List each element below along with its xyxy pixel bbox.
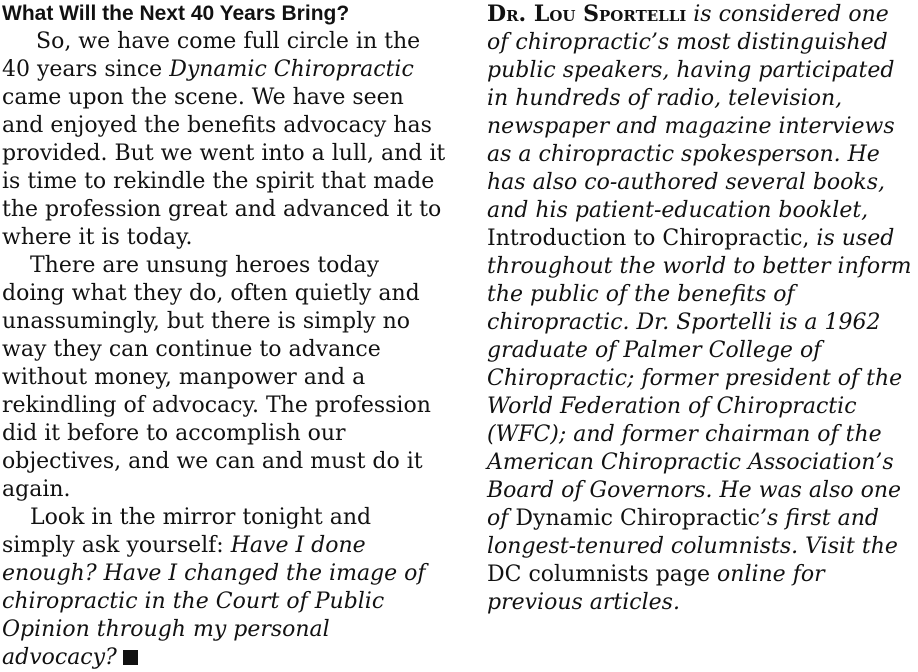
- article-left-column: [2, 0, 447, 672]
- bio-text-1: is considered one of chiropractic’s most distinguished public speakers, having participated in hundreds of radio, television, newspaper and magazine interviews as a chiropractic spokesperson. He has also co-authored several books, and his patient-education booklet,: [487, 2, 895, 223]
- paragraph-3-text-a: Look in the mirror tonight and simply ask yourself:: [2, 505, 372, 558]
- bio-text-3: ’s first and longest-tenured columnists. Visit the: [487, 506, 898, 559]
- booklet-title: Introduction to Chiropractic,: [487, 226, 810, 251]
- bio-text-4: online for previous articles.: [487, 562, 825, 615]
- columnists-page-reference: DC columnists page: [487, 562, 711, 587]
- author-name: Dr. Lou Sportelli: [487, 1, 687, 27]
- paragraph-3-question: Have I done enough? Have I changed the image of chiropractic in the Court of Public Opinion through my personal advocacy?: [2, 533, 426, 670]
- paragraph-3: [2, 504, 447, 672]
- author-bio: [487, 0, 917, 617]
- paragraph-2: There are unsung heroes today doing what they do, often quietly and unassumingly, but there is simply no way they can continue to advance without money, manpower and a rekindling of advocacy. The profession did it before to accomplish our objectives, and we can and must do it again.: [2, 253, 431, 502]
- end-of-article-mark: [123, 650, 138, 665]
- section-headline: What Will the Next 40 Years Bring?: [2, 2, 350, 25]
- author-bio-column: [487, 0, 917, 617]
- publication-name: Dynamic Chiropractic: [169, 57, 414, 82]
- paragraph-1-text-a: So, we have come full circle in the 40 years since: [2, 29, 421, 82]
- publication-title: Dynamic Chiropractic: [515, 506, 760, 531]
- bio-text-2: is used throughout the world to better inform the public of the benefits of chiropractic. Dr. Sportelli is a 1962 graduate of Palmer College of Chiropractic; former president of the World Federation of Chiropractic (WFC); and former chairman of the American Chiropractic Association’s Board of Governors. He was also one of: [487, 226, 912, 531]
- paragraph-1: [2, 28, 447, 252]
- paragraph-1-text-b: came upon the scene. We have seen and enjoyed the benefits advocacy has provided. But we went into a lull, and it is time to rekindle the spirit that made the profession great and advanced it to where it is today.: [2, 85, 446, 250]
